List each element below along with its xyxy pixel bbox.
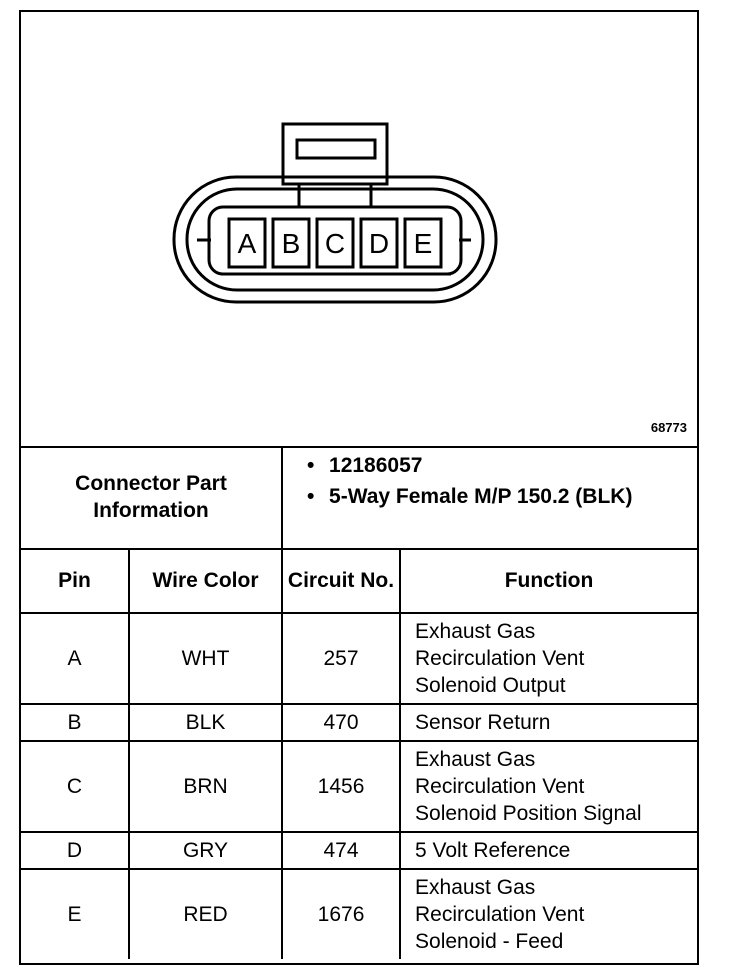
pin-cell: D: [21, 832, 129, 869]
tab-slot: [297, 140, 375, 158]
circuit-cell: 474: [282, 832, 400, 869]
circuit-cell: 257: [282, 613, 400, 704]
connector-info-row: [21, 446, 697, 549]
pin-label-a: A: [237, 228, 257, 259]
table-row: [21, 869, 697, 959]
function-cell: [400, 832, 697, 869]
connector-info-label: Connector Part Information: [21, 446, 282, 549]
connector-sheet: [19, 10, 699, 965]
pin-label-d: D: [368, 228, 390, 259]
header-row: [21, 549, 697, 613]
pin-cell: C: [21, 741, 129, 832]
function-line: Recirculation Vent: [415, 775, 585, 798]
header-circuit: Circuit No.: [282, 549, 400, 613]
circuit-cell: 1456: [282, 741, 400, 832]
wire-color-cell: BLK: [129, 704, 282, 741]
circuit-cell: 470: [282, 704, 400, 741]
function-cell: [400, 869, 697, 959]
circuit-cell: 1676: [282, 869, 400, 959]
function-line: Solenoid - Feed: [415, 930, 564, 953]
pin-cell: E: [21, 869, 129, 959]
pinout-table: [21, 446, 697, 959]
function-line: Recirculation Vent: [415, 647, 585, 670]
wire-color-cell: RED: [129, 869, 282, 959]
function-line: Exhaust Gas: [415, 620, 536, 643]
function-cell: [400, 704, 697, 741]
pin-cell: A: [21, 613, 129, 704]
locking-tab: [283, 124, 387, 184]
function-line: Exhaust Gas: [415, 748, 536, 771]
connector-info-items: [282, 446, 697, 549]
connector-drawing: [21, 12, 697, 446]
table-row: [21, 613, 697, 704]
function-cell: [400, 613, 697, 704]
wire-color-cell: BRN: [129, 741, 282, 832]
table-row: [21, 832, 697, 869]
pin-label-b: B: [281, 228, 301, 259]
wire-color-cell: WHT: [129, 613, 282, 704]
pin-cell: B: [21, 704, 129, 741]
header-function: Function: [400, 549, 697, 613]
function-cell: [400, 741, 697, 832]
connector-diagram: [21, 12, 697, 448]
function-line: 5 Volt Reference: [415, 839, 571, 862]
function-line: Solenoid Position Signal: [415, 802, 642, 825]
pin-label-c: C: [324, 228, 346, 259]
figure-id: 68773: [650, 420, 687, 435]
wire-color-cell: GRY: [129, 832, 282, 869]
connector-description: • 5-Way Female M/P 150.2 (BLK): [307, 483, 697, 510]
header-wire-color: Wire Color: [129, 549, 282, 613]
header-pin: Pin: [21, 549, 129, 613]
function-line: Recirculation Vent: [415, 903, 585, 926]
table-row: [21, 704, 697, 741]
function-line: Exhaust Gas: [415, 876, 536, 899]
pin-label-e: E: [413, 228, 433, 259]
connector-part-number: • 12186057: [307, 452, 697, 479]
function-line: Sensor Return: [415, 711, 551, 734]
function-line: Solenoid Output: [415, 674, 566, 697]
table-row: [21, 741, 697, 832]
